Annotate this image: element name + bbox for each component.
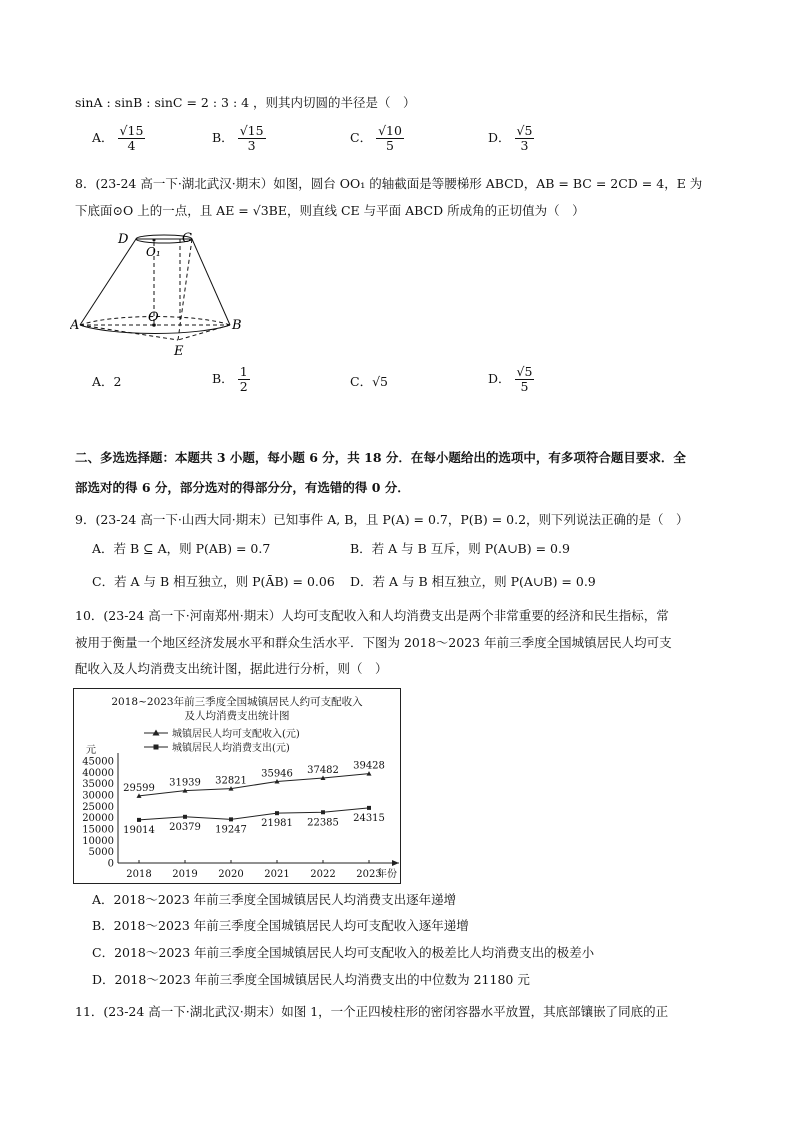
q7-tail-stem: sinA : sinB : sinC = 2 : 3 : 4 ，则其内切圆的半径是（ ） xyxy=(75,95,416,110)
legend-income-label: 城镇居民人均可支配收入(元) xyxy=(172,729,300,740)
y-tick-label: 40000 xyxy=(82,767,114,779)
q8-option-d-num: √5 xyxy=(516,364,533,379)
q8-option-d-den: 5 xyxy=(520,379,529,394)
income-data-label: 29599 xyxy=(123,782,155,794)
q10-chart-frame xyxy=(73,688,401,884)
q10-stem-line1: 10．(23-24 高一下·河南郑州·期末）人均可支配收入和人均消费支出是两个非常重要的经济和民生指标，常 xyxy=(75,608,669,623)
q7-option-b[interactable] xyxy=(212,124,266,153)
spending-point xyxy=(229,817,233,821)
chart-title-line1: 2018~2023年前三季度全国城镇居民人约可支配收入 xyxy=(111,696,363,708)
spending-point xyxy=(367,806,371,810)
frustum-ae xyxy=(80,325,178,340)
q7-option-d-num: √5 xyxy=(516,123,533,138)
label-d: D xyxy=(118,232,129,247)
y-tick-label: 30000 xyxy=(82,790,114,802)
q8-option-b[interactable] xyxy=(212,365,250,394)
frustum-left-side xyxy=(80,239,136,325)
spending-point xyxy=(321,810,325,814)
q10-option-c[interactable]: C．2018～2023 年前三季度全国城镇居民人均可支配收入的极差比人均消费支出的极差小 xyxy=(92,945,595,960)
y-tick-label: 25000 xyxy=(82,801,114,813)
legend-spending-label: 城镇居民人均消费支出(元) xyxy=(172,743,290,754)
label-a: A xyxy=(70,318,80,333)
point-o1 xyxy=(153,239,156,242)
income-data-label: 31939 xyxy=(169,777,201,789)
section2-heading-line1: 二、多选选择题：本题共 3 小题，每小题 6 分，共 18 分．在每小题给出的选项中，有多项符合题目要求．全 xyxy=(75,450,686,465)
x-tick-label: 2018 xyxy=(126,869,152,880)
q9-option-b[interactable]: B．若 A 与 B 互斥，则 P(A∪B) = 0.9 xyxy=(350,541,570,556)
q7-option-a-den: 4 xyxy=(127,138,136,153)
q11-stem-line1: 11．(23-24 高一下·湖北武汉·期末）如图 1，一个正四棱柱形的密闭容器水平放置，其底部镶嵌了同底的正 xyxy=(75,1004,669,1019)
x-tick-label: 2022 xyxy=(310,869,336,880)
section2-heading-line2: 部选对的得 6 分，部分选对的得部分分，有选错的得 0 分． xyxy=(75,480,410,495)
label-c: C xyxy=(182,231,192,246)
q7-option-b-num: √15 xyxy=(239,123,264,138)
q7-option-a-num: √15 xyxy=(119,123,144,138)
q8-stem-line1: 8．(23-24 高一下·湖北武汉·期末）如图，圆台 OO₁ 的轴截面是等腰梯形 ABCD，AB = BC = 2CD = 4，E 为 xyxy=(75,176,703,191)
label-o: O xyxy=(148,310,159,325)
q8-option-b-letter: B． xyxy=(212,371,234,386)
q10-stem-line3: 配收入及人均消费支出统计图，据此进行分析，则（ ） xyxy=(75,661,388,676)
x-axis-label: 年份 xyxy=(377,869,397,880)
q8-stem-line2: 下底面⊙O 上的一点，且 AE = √3BE，则直线 CE 与平面 ABCD 所成角的正切值为（ ） xyxy=(75,203,585,218)
spending-data-label: 24315 xyxy=(353,812,385,824)
y-tick-label: 35000 xyxy=(82,779,114,791)
q8-option-b-num: 1 xyxy=(239,364,248,379)
income-data-label: 32821 xyxy=(215,775,247,787)
q7-option-b-den: 3 xyxy=(247,138,256,153)
spending-point xyxy=(137,818,141,822)
spending-data-label: 19014 xyxy=(123,824,155,836)
income-data-label: 37482 xyxy=(307,765,339,777)
spending-data-label: 21981 xyxy=(261,818,293,830)
q7-option-d-den: 3 xyxy=(520,138,529,153)
spending-data-label: 20379 xyxy=(169,821,201,833)
chart-y-unit: 元 xyxy=(86,745,96,756)
y-tick-label: 45000 xyxy=(82,756,114,768)
q7-option-c[interactable] xyxy=(350,124,404,153)
q7-option-d[interactable] xyxy=(488,124,534,153)
y-tick-label: 0 xyxy=(107,858,114,870)
q7-option-c-den: 5 xyxy=(386,138,394,153)
label-b: B xyxy=(232,318,242,333)
q7-option-d-letter: D． xyxy=(488,130,511,145)
frustum-right-side xyxy=(192,239,230,325)
q7-option-a-letter: A． xyxy=(92,130,114,145)
y-tick-label: 20000 xyxy=(82,813,114,825)
q8-option-a[interactable]: A．2 xyxy=(92,374,122,389)
spending-point xyxy=(183,815,187,819)
q10-option-b[interactable]: B．2018～2023 年前三季度全国城镇居民人均可支配收入逐年递增 xyxy=(92,918,469,933)
q10-option-d[interactable]: D．2018～2023 年前三季度全国城镇居民人均消费支出的中位数为 21180 元 xyxy=(92,972,530,987)
legend-spending-marker xyxy=(154,745,159,750)
x-axis-arrow xyxy=(392,860,399,866)
y-tick-label: 5000 xyxy=(88,847,114,859)
x-tick-label: 2023 xyxy=(356,869,382,880)
q7-option-a[interactable] xyxy=(92,124,145,153)
spending-point xyxy=(275,811,279,815)
q9-option-d[interactable]: D．若 A 与 B 相互独立，则 P(A∪B) = 0.9 xyxy=(350,574,596,589)
spending-data-label: 19247 xyxy=(215,824,247,836)
q8-frustum-figure xyxy=(70,228,245,360)
q7-option-c-num: √10 xyxy=(378,123,402,138)
q7-option-b-letter: B． xyxy=(212,130,234,145)
chart-title-line2: 及人均消费支出统计图 xyxy=(184,710,290,722)
q10-line-chart xyxy=(74,689,400,883)
q10-option-a[interactable]: A．2018～2023 年前三季度全国城镇居民人均消费支出逐年递增 xyxy=(92,892,457,907)
q8-option-c[interactable]: C．√5 xyxy=(350,374,388,389)
q7-option-c-letter: C． xyxy=(350,130,373,145)
q9-option-a[interactable]: A．若 B ⊆ A，则 P(AB) = 0.7 xyxy=(92,541,271,556)
label-e: E xyxy=(174,344,184,359)
income-data-label: 39428 xyxy=(353,760,385,772)
income-data-label: 35946 xyxy=(261,768,293,780)
q9-stem: 9．(23-24 高一下·山西大同·期末）已知事件 A, B，且 P(A) = 0.7，P(B) = 0.2，则下列说法正确的是（ ） xyxy=(75,512,689,527)
x-tick-label: 2020 xyxy=(218,869,244,880)
spending-data-label: 22385 xyxy=(307,817,339,829)
x-tick-label: 2021 xyxy=(264,869,290,880)
q8-option-d[interactable] xyxy=(488,365,534,394)
y-tick-label: 15000 xyxy=(82,824,114,836)
q8-option-b-den: 2 xyxy=(239,379,248,394)
label-o1: O₁ xyxy=(146,245,161,259)
q10-stem-line2: 被用于衡量一个地区经济发展水平和群众生活水平．下图为 2018～2023 年前三季度全国城镇居民人均可支 xyxy=(75,635,672,650)
q8-option-d-letter: D． xyxy=(488,371,511,386)
y-tick-label: 10000 xyxy=(82,835,114,847)
x-tick-label: 2019 xyxy=(172,869,198,880)
q9-option-c[interactable]: C．若 A 与 B 相互独立，则 P(ĀB) = 0.06 xyxy=(92,574,335,589)
